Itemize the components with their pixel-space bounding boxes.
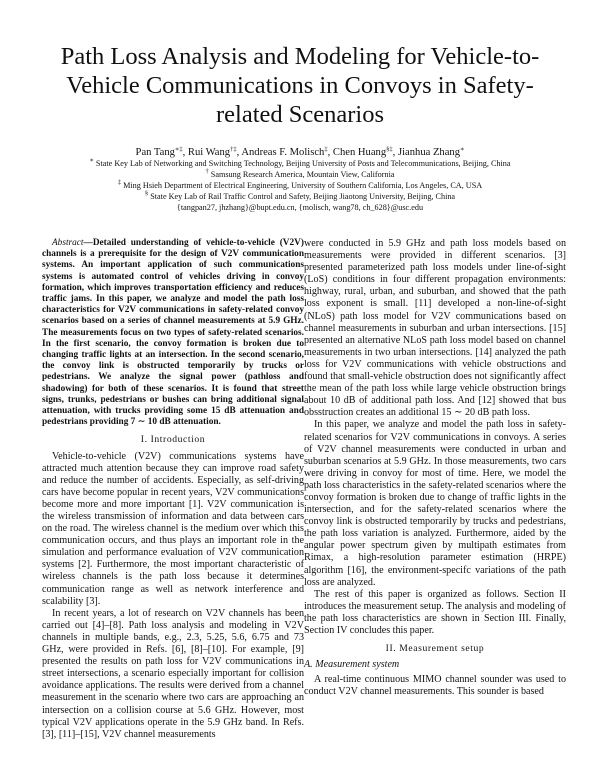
- author-name: Chen Huang: [332, 147, 387, 158]
- abstract: [42, 238, 304, 428]
- affiliation-line: [40, 180, 560, 191]
- author-marks: ‡: [324, 146, 328, 153]
- author-marks: §‡: [386, 146, 393, 153]
- author-marks: ∗: [460, 146, 465, 153]
- author-name: Rui Wang: [187, 147, 231, 158]
- section-heading-measurement-setup: II. Measurement setup: [385, 643, 485, 655]
- paragraph: A real-time continuous MIMO channel sounder was used to conduct V2V channel measurements. This sounder is based: [304, 674, 566, 698]
- paragraph: In this paper, we analyze and model the path loss in safety-related scenarios for V2V communications in convoys. A series of V2V channel measurements were conducted in urban and suburban scenarios at 5.9 GHz. In those measurements, two cars were driving in convoy for most of time. Here, we model the path loss characteristics in the safety-related scenarios where the convoy formation is broken due to change of traffic lights in the intersection, and for the safety-related scenarios where the convoy link is obstructed temporarily by trucks and pedestrians, the path loss variation is analyzed. Furthermore, aided by the angular power spectrum given by multipath estimates from Rimax, a high-resolution parameter estimation (HRPE) algorithm [16], the environment-specifc variations of the path loss are analyzed.: [304, 419, 566, 588]
- abstract-text: —Detailed understanding of vehicle-to-vehicle (V2V) channels is a prerequisite for the design of V2V communication systems. An important application of such communications systems is automated control of vehicles driving in convoy formation, which improves transportation efficiency and reduces traffic jams. In this paper, we analyze and model the path loss characteristics for V2V communications in safety-related convoy scenarios based on a series of channel measurements at 5.9 GHz. The measurements focus on two types of safety-related scenarios. In the first scenario, the convoy formation is broken due to changing traffic lights at an intersection. In the second scenario, the convoy link is obstructed temporarily by trucks or pedestrians. We analyze the signal power (pathloss and shadowing) for both of these scenarios. It is found that street signs, trunks, pedestrians or bushes can bring additional signal attenuation, with trucks providing some 15 dB attenuation and pedestrians providing 7 ∼ 10 dB attenuation.: [42, 238, 304, 428]
- paragraph: Vehicle-to-vehicle (V2V) communications systems have attracted much attention because they can improve road safety and reduce the number of accidents. Especially, as self-driving cars have become popular in recent years, V2V communications become more and more important [1]. V2V communication is the wireless transmission of information and data between cars on the road. The wireless channel is the medium over which this communication occurs, and thus plays an important role in the simulation and performance evaluation of V2V communication systems [2]. Furthermore, the most important characteristic of wireless channels is the path loss because it determines communication range as well as network interference and scalability [3].: [42, 450, 304, 607]
- author-name: Jianhua Zhang: [397, 147, 461, 158]
- affiliation-mark: ‡: [117, 179, 122, 186]
- author-list: Pan Tang∗‡, Rui Wang†‡, Andreas F. Molisch‡, Chen Huang§‡, Jianhua Zhang∗: [135, 146, 465, 158]
- paragraph: The rest of this paper is organized as follows. Section II introduces the measurement setup. The analysis and modeling of the path loss characteristics are shown in Section III. Finally, Section IV concludes this paper.: [304, 588, 566, 636]
- author-marks: †‡: [230, 146, 237, 153]
- email-text: {tangpan27, jhzhang}@bupt.edu.cn, {molisch, wang78, ch_628}@usc.edu: [176, 203, 424, 212]
- right-column: [304, 238, 566, 698]
- affiliation-line: [40, 191, 560, 202]
- affiliation-mark: †: [205, 168, 209, 175]
- author-marks: ∗‡: [174, 146, 183, 153]
- paragraph: In recent years, a lot of research on V2V channels has been carried out [4]–[8]. Path loss analysis and modeling in V2V channels in multiple bands, e.g., 2.3, 5.25, 5.6, 6.75 and 73 GHz, were provided in Refs. [6], [8]–[10]. For example, [9] presented the results on path loss for V2V communications in street intersections, a scenario especially important for collision avoidance applications. The results were derived from a channel measurement in the scenario where two cars are approaching an intersection on a collision course at 5.6 GHz. However, most typical V2V applications operate in the 5.9 GHz band. In Refs. [3], [11]–[15], V2V channel measurements: [42, 607, 304, 740]
- author-name: Pan Tang: [135, 147, 175, 158]
- paragraph: were conducted in 5.9 GHz and path loss models based on measurements were provided in different scenarios. [3] presented parameterized path loss models under line-of-sight (LoS) conditions in four different propagation environments: highway, rural, urban, and suburban, and showed that the path loss exponent is small. [11] developed a non-line-of-sight (NLoS) path loss model for V2V communications based on channel measurements in suburban and urban intersections. [15] presented an alternative NLoS path loss model based on channel measurements in two urban intersections. [14] analyzed the path loss for V2V communications with vehicle obstructions and found that small-vehicle obstruction does not significantly affect the mean of the path loss while large vehicle obstruction brings about 10 dB of additional path loss. And [12] showed that bus obsstruction creates an additional 15 ∼ 20 dB path loss.: [304, 238, 566, 419]
- contact-emails: [40, 202, 560, 213]
- author-name: Andreas F. Molisch: [241, 147, 325, 158]
- abstract-lead: Abstract: [52, 238, 84, 248]
- affiliation-text: Samsung Research America, Mountain View, California: [210, 170, 395, 179]
- affiliation-text: Ming Hsieh Department of Electrical Engineering, University of Southern California, Los Angeles, CA, USA: [123, 181, 483, 190]
- subsection-heading-measurement-system: A. Measurement system: [304, 659, 400, 671]
- affiliation-text: State Key Lab of Rail Traffic Control and Safety, Beijing Jiaotong University, Beijing, China: [150, 192, 456, 201]
- left-column: [42, 238, 304, 741]
- affiliation-list: [40, 158, 560, 213]
- section-heading-introduction: I. Introduction: [140, 434, 206, 446]
- paper-title: Path Loss Analysis and Modeling for Vehicle-to-Vehicle Communications in Convoys in Safety-related Scenarios: [60, 43, 540, 128]
- affiliation-mark: §: [144, 190, 149, 197]
- affiliation-line: [40, 158, 560, 169]
- affiliation-text: State Key Lab of Networking and Switching Technology, Beijing University of Posts and Telecommunications, Beijing, China: [95, 159, 511, 168]
- affiliation-mark: ∗: [89, 157, 94, 164]
